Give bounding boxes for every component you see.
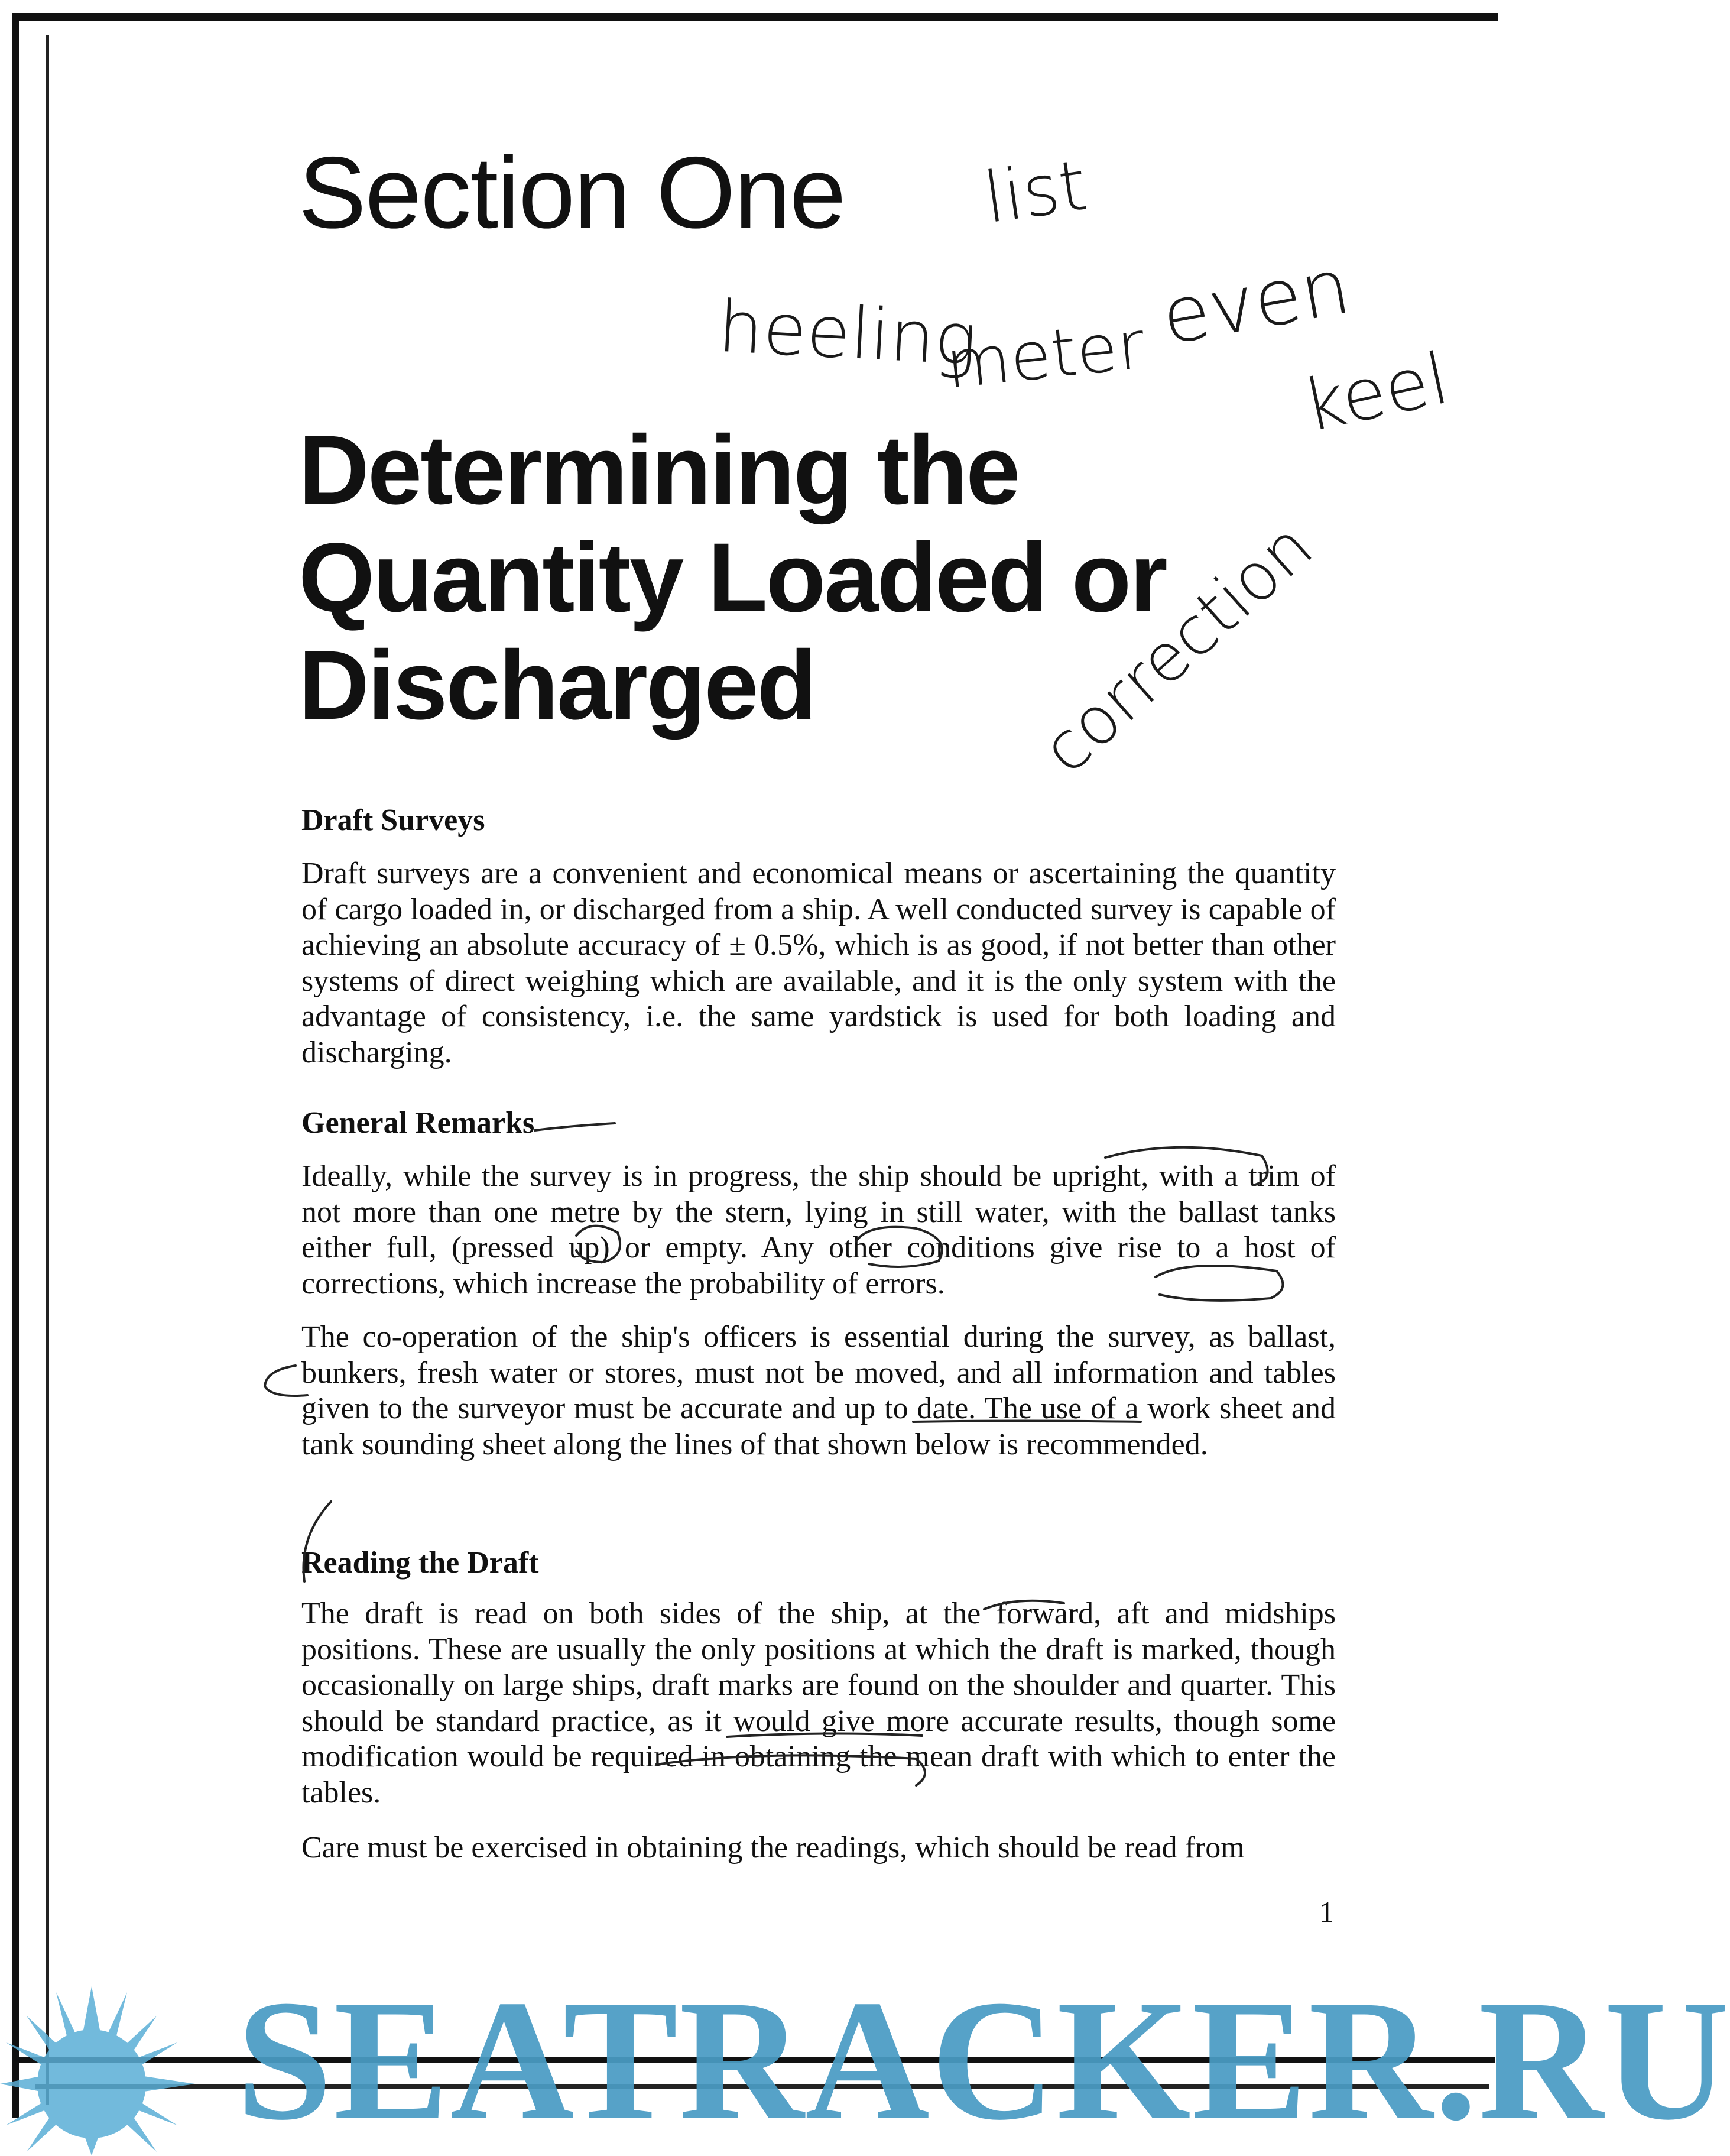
underline-general-remarks bbox=[535, 1123, 615, 1130]
paragraph-general-remarks-1: Ideally, while the survey is in progress, the ship should be upright, with a trim of not more than one metre by the stern, lying in still water, with the ballast tanks either full, (pressed up) or empty. Any other conditions give rise to a host of corrections, which increase the probability of errors. bbox=[301, 1159, 1336, 1301]
title-line-1: Determining the bbox=[298, 416, 1019, 525]
paragraph-reading-the-draft-1: The draft is read on both sides of the ship, at the forward, aft and midships positions. These are usually the only positions at which the draft is marked, though occasionally on large ships, draft marks are found on the shoulder and quarter. This should be standard practice, as it would give more accurate results, though some modification would be required in obtaining the mean draft with which to enter the tables. bbox=[301, 1597, 1336, 1810]
scan-border-left bbox=[12, 13, 19, 2118]
paragraph-general-remarks-2: The co-operation of the ship's officers is essential during the survey, as ballast, bunkers, fresh water or stores, must not be moved, and all information and tables given to the surveyor must be accurate and up to date. The use of a work sheet and tank sounding sheet along the lines of that shown below is recommended. bbox=[301, 1320, 1336, 1461]
page-number: 1 bbox=[1319, 1895, 1334, 1928]
title-line-3: Discharged bbox=[298, 631, 816, 740]
handwritten-note-correction: correction bbox=[1028, 508, 1327, 789]
watermark-text: SEATRACKER.RU bbox=[236, 1965, 1730, 2156]
paragraph-draft-surveys: Draft surveys are a convenient and economical means or ascertaining the quantity of cargo loaded in, or discharged from a ship. A well conducted survey is capable of achieving an absolute accuracy of ± 0.5%, which is as good, if not better than other systems of direct weighing which are available, and it is the only system with the advantage of consistency, i.e. the same yardstick is used for both loading and discharging. bbox=[301, 857, 1336, 1069]
heading-general-remarks: General Remarks bbox=[301, 1106, 535, 1140]
heading-reading-the-draft: Reading the Draft bbox=[301, 1546, 539, 1580]
handwritten-note-keel: keel bbox=[1296, 337, 1456, 449]
handwritten-note-heeling: heeling bbox=[716, 286, 979, 382]
scan-border-inner-left bbox=[46, 35, 49, 2105]
section-label: Section One bbox=[298, 136, 845, 249]
handwritten-note-list: list bbox=[979, 144, 1092, 239]
scan-border-top bbox=[18, 13, 1498, 21]
title-line-2: Quantity Loaded or bbox=[298, 523, 1166, 633]
handwritten-note-meter: meter bbox=[942, 306, 1148, 404]
paragraph-reading-the-draft-2: Care must be exercised in obtaining the readings, which should be read from bbox=[301, 1831, 1245, 1865]
handwritten-note-even: even bbox=[1155, 241, 1357, 362]
heading-draft-surveys: Draft Surveys bbox=[301, 803, 485, 837]
